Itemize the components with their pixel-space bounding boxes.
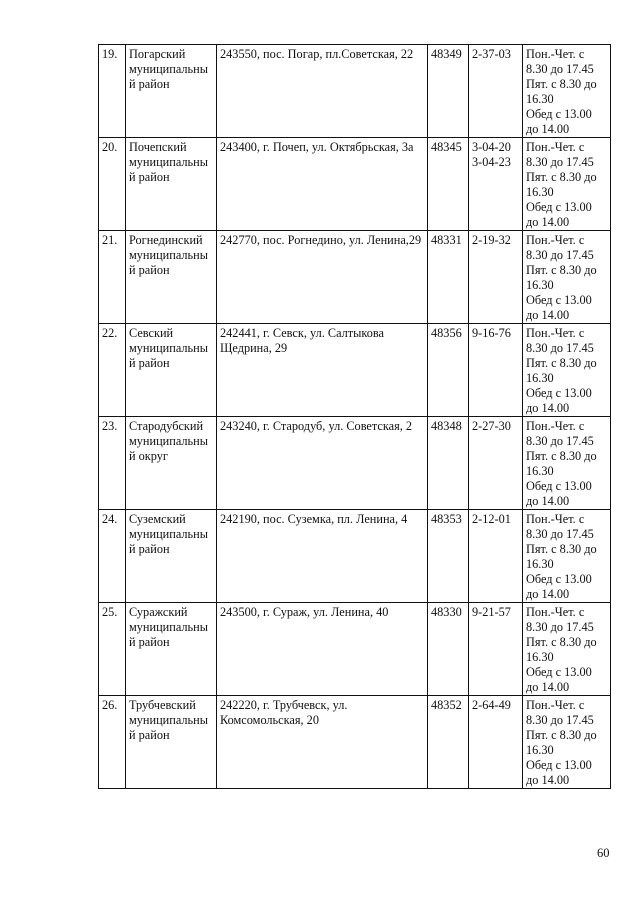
district-name-line: й район (129, 542, 170, 556)
schedule-line: Обед с 13.00 (526, 200, 592, 214)
district-name (126, 417, 217, 510)
district-name-line: муниципальны (129, 434, 208, 448)
table-body (99, 45, 611, 789)
phone-number (469, 231, 523, 324)
district-name-line: Стародубский (129, 419, 204, 433)
phone-code: 48349 (428, 45, 469, 138)
phone-code: 48356 (428, 324, 469, 417)
phone-number-line: 3-04-23 (472, 155, 511, 169)
row-number: 26. (99, 696, 126, 789)
schedule-line: до 14.00 (526, 587, 570, 601)
row-number: 25. (99, 603, 126, 696)
table-row (99, 138, 611, 231)
district-name (126, 138, 217, 231)
schedule-line: Пон.-Чет. с (526, 512, 585, 526)
schedule-line: Пон.-Чет. с (526, 233, 585, 247)
address: 242220, г. Трубчевск, ул. Комсомольская, 20 (217, 696, 428, 789)
schedule-line: Обед с 13.00 (526, 572, 592, 586)
schedule-line: Пят. с 8.30 до (526, 77, 597, 91)
schedule (523, 510, 611, 603)
address: 243400, г. Почеп, ул. Октябрьская, 3а (217, 138, 428, 231)
schedule (523, 45, 611, 138)
schedule-line: 16.30 (526, 743, 554, 757)
district-name-line: й район (129, 170, 170, 184)
address: 243550, пос. Погар, пл.Советская, 22 (217, 45, 428, 138)
schedule (523, 324, 611, 417)
phone-number-line: 2-64-49 (472, 698, 511, 712)
address: 243500, г. Сураж, ул. Ленина, 40 (217, 603, 428, 696)
schedule-line: Пон.-Чет. с (526, 47, 585, 61)
phone-number-line: 2-37-03 (472, 47, 511, 61)
schedule-line: 8.30 до 17.45 (526, 248, 594, 262)
schedule-line: Пят. с 8.30 до (526, 170, 597, 184)
district-name-line: Погарский (129, 47, 186, 61)
phone-number-line: 3-04-20 (472, 140, 511, 154)
schedule-line: 8.30 до 17.45 (526, 620, 594, 634)
schedule-line: 16.30 (526, 650, 554, 664)
schedule-line: Пят. с 8.30 до (526, 542, 597, 556)
phone-code: 48353 (428, 510, 469, 603)
district-name-line: Суземский (129, 512, 186, 526)
district-name-line: муниципальны (129, 620, 208, 634)
table-row (99, 45, 611, 138)
district-name-line: муниципальны (129, 713, 208, 727)
schedule-line: до 14.00 (526, 215, 570, 229)
phone-number (469, 696, 523, 789)
schedule-line: Обед с 13.00 (526, 293, 592, 307)
row-number: 23. (99, 417, 126, 510)
table-row (99, 510, 611, 603)
table-row (99, 417, 611, 510)
schedule (523, 603, 611, 696)
schedule-line: 16.30 (526, 185, 554, 199)
schedule-line: Обед с 13.00 (526, 665, 592, 679)
district-name-line: муниципальны (129, 341, 208, 355)
schedule-line: 16.30 (526, 371, 554, 385)
schedule-line: Пят. с 8.30 до (526, 449, 597, 463)
schedule-line: Обед с 13.00 (526, 758, 592, 772)
district-name (126, 45, 217, 138)
phone-code: 48352 (428, 696, 469, 789)
district-name-line: й район (129, 635, 170, 649)
schedule-line: до 14.00 (526, 122, 570, 136)
phone-number (469, 45, 523, 138)
district-name-line: муниципальны (129, 62, 208, 76)
district-name-line: Почепский (129, 140, 187, 154)
district-name-line: Севский (129, 326, 174, 340)
schedule-line: Пон.-Чет. с (526, 698, 585, 712)
row-number: 19. (99, 45, 126, 138)
phone-number-line: 2-12-01 (472, 512, 511, 526)
schedule-line: 16.30 (526, 92, 554, 106)
phone-number (469, 324, 523, 417)
schedule-line: Обед с 13.00 (526, 107, 592, 121)
phone-number-line: 2-19-32 (472, 233, 511, 247)
schedule-line: 16.30 (526, 278, 554, 292)
schedule-line: 8.30 до 17.45 (526, 527, 594, 541)
district-name-line: муниципальны (129, 155, 208, 169)
row-number: 20. (99, 138, 126, 231)
phone-code: 48330 (428, 603, 469, 696)
row-number: 24. (99, 510, 126, 603)
schedule-line: Пят. с 8.30 до (526, 728, 597, 742)
address: 242190, пос. Суземка, пл. Ленина, 4 (217, 510, 428, 603)
district-name-line: й округ (129, 449, 168, 463)
district-offices-table (98, 44, 611, 789)
schedule-line: Пон.-Чет. с (526, 419, 585, 433)
schedule (523, 696, 611, 789)
district-name (126, 510, 217, 603)
schedule-line: 8.30 до 17.45 (526, 155, 594, 169)
table-row (99, 231, 611, 324)
schedule-line: Пят. с 8.30 до (526, 263, 597, 277)
phone-code: 48348 (428, 417, 469, 510)
schedule-line: 16.30 (526, 557, 554, 571)
schedule-line: Пон.-Чет. с (526, 605, 585, 619)
district-name-line: муниципальны (129, 248, 208, 262)
schedule-line: до 14.00 (526, 494, 570, 508)
district-name-line: й район (129, 77, 170, 91)
schedule (523, 417, 611, 510)
phone-code: 48331 (428, 231, 469, 324)
schedule-line: до 14.00 (526, 680, 570, 694)
address: 242441, г. Севск, ул. Салтыкова Щедрина, 29 (217, 324, 428, 417)
schedule-line: Пон.-Чет. с (526, 140, 585, 154)
address: 242770, пос. Рогнедино, ул. Ленина,29 (217, 231, 428, 324)
district-name-line: муниципальны (129, 527, 208, 541)
schedule-line: Обед с 13.00 (526, 386, 592, 400)
district-name (126, 324, 217, 417)
schedule-line: 8.30 до 17.45 (526, 341, 594, 355)
row-number: 22. (99, 324, 126, 417)
schedule (523, 138, 611, 231)
table-row (99, 324, 611, 417)
district-name (126, 231, 217, 324)
phone-number (469, 138, 523, 231)
schedule-line: Пят. с 8.30 до (526, 635, 597, 649)
schedule-line: до 14.00 (526, 773, 570, 787)
phone-code: 48345 (428, 138, 469, 231)
table-row (99, 696, 611, 789)
schedule-line: 8.30 до 17.45 (526, 434, 594, 448)
schedule (523, 231, 611, 324)
phone-number (469, 417, 523, 510)
phone-number-line: 2-27-30 (472, 419, 511, 433)
schedule-line: до 14.00 (526, 401, 570, 415)
district-name-line: й район (129, 728, 170, 742)
district-name-line: Рогнединский (129, 233, 203, 247)
phone-number-line: 9-16-76 (472, 326, 511, 340)
schedule-line: Пон.-Чет. с (526, 326, 585, 340)
district-name-line: Суражский (129, 605, 188, 619)
row-number: 21. (99, 231, 126, 324)
schedule-line: 8.30 до 17.45 (526, 62, 594, 76)
schedule-line: 16.30 (526, 464, 554, 478)
schedule-line: до 14.00 (526, 308, 570, 322)
district-name-line: Трубчевский (129, 698, 196, 712)
phone-number (469, 603, 523, 696)
address: 243240, г. Стародуб, ул. Советская, 2 (217, 417, 428, 510)
page-number: 60 (597, 846, 610, 860)
schedule-line: Пят. с 8.30 до (526, 356, 597, 370)
district-name-line: й район (129, 263, 170, 277)
district-name-line: й район (129, 356, 170, 370)
district-name (126, 696, 217, 789)
schedule-line: 8.30 до 17.45 (526, 713, 594, 727)
schedule-line: Обед с 13.00 (526, 479, 592, 493)
phone-number-line: 9-21-57 (472, 605, 511, 619)
table-row (99, 603, 611, 696)
phone-number (469, 510, 523, 603)
district-name (126, 603, 217, 696)
